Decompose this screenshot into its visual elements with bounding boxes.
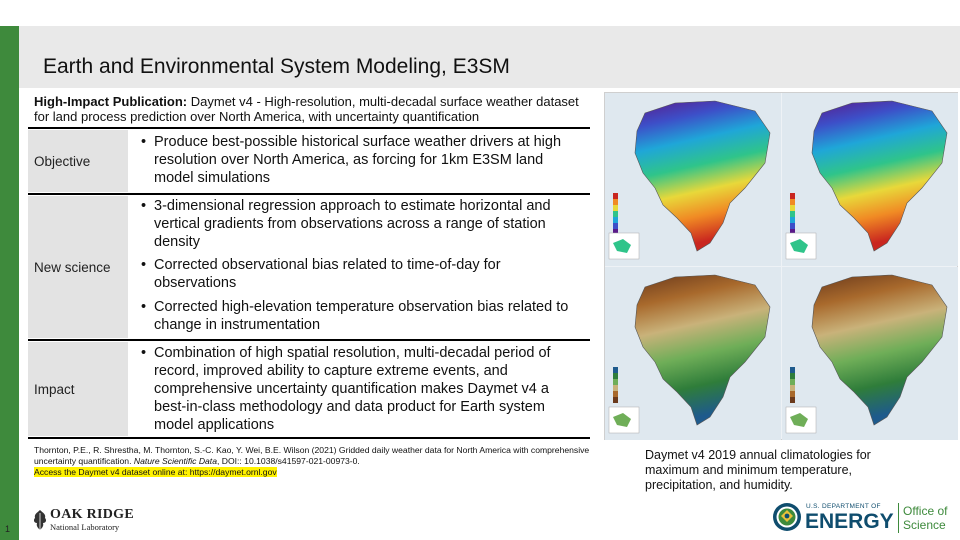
bullet-item: • Produce best-possible historical surface weather drivers at high resolution over North America, as forcing for 1km E3SM land model simulations: [138, 133, 578, 187]
continent-shape: [812, 275, 947, 425]
objective-bullets: [138, 133, 578, 192]
oak-leaf-icon: [32, 509, 48, 531]
legend-swatch: [613, 367, 618, 373]
slide-number: 1: [5, 524, 11, 534]
divider-bottom: [28, 437, 590, 439]
ornl-name: OAK RIDGE: [50, 507, 134, 522]
divider-top: [28, 127, 590, 129]
legend-swatch: [613, 223, 618, 229]
bullet-item: • Corrected observational bias related to time-of-day for observations: [138, 256, 578, 292]
map-min-temperature: [605, 93, 781, 266]
divider-objective: [28, 193, 590, 195]
precipitation-map-graphic: [605, 267, 781, 440]
map-max-temperature: [782, 93, 958, 266]
headline-label: High-Impact Publication:: [34, 94, 188, 109]
row-label-impact: Impact: [28, 342, 128, 436]
legend-swatch: [613, 379, 618, 385]
doe-seal-icon: [772, 502, 802, 532]
legend-swatch: [790, 223, 795, 229]
map-precipitation: [605, 267, 781, 440]
office-of-science-label: [903, 504, 947, 532]
logo-divider: [898, 503, 899, 533]
new-science-bullets: [138, 197, 578, 339]
office-line-1: Office of: [903, 504, 948, 518]
doe-energy-label: ENERGY: [805, 510, 894, 533]
ornl-subtitle: National Laboratory: [50, 522, 120, 532]
map-humidity: [782, 267, 958, 440]
citation-doi: , DOI:: 10.1038/s41597-021-00973-0.: [216, 456, 360, 466]
legend-swatch: [790, 397, 795, 403]
office-line-2: Science: [903, 518, 946, 532]
legend-swatch: [790, 385, 795, 391]
temperature-map-graphic: [605, 93, 781, 266]
legend-swatch: [790, 217, 795, 223]
legend-swatch: [790, 205, 795, 211]
legend-swatch: [613, 373, 618, 379]
impact-bullets: [138, 344, 578, 439]
row-label-new-science: New science: [28, 196, 128, 338]
legend-swatch: [790, 379, 795, 385]
dataset-link[interactable]: Access the Daymet v4 dataset online at: https://daymet.ornl.gov: [34, 467, 277, 477]
legend-swatch: [613, 391, 618, 397]
slide-title: Earth and Environmental System Modeling, E3SM: [43, 55, 510, 78]
legend-swatch: [613, 199, 618, 205]
doe-office-of-science-logo: [772, 500, 957, 536]
legend-swatch: [790, 391, 795, 397]
continent-shape: [635, 275, 770, 425]
continent-shape: [812, 101, 947, 251]
legend-swatch: [790, 373, 795, 379]
ornl-logo: [32, 507, 132, 533]
row-label-objective: Objective: [28, 130, 128, 192]
legend-swatch: [790, 193, 795, 199]
divider-new-science: [28, 339, 590, 341]
temperature-map-graphic: [782, 93, 958, 266]
continent-shape: [635, 101, 770, 251]
bullet-item: • Corrected high-elevation temperature observation bias related to change in instrumentation: [138, 298, 578, 334]
figure-caption: Daymet v4 2019 annual climatologies for maximum and minimum temperature, precipitation, and humidity.: [645, 448, 871, 492]
legend-swatch: [613, 211, 618, 217]
legend-swatch: [613, 397, 618, 403]
legend-swatch: [790, 367, 795, 373]
legend-swatch: [790, 211, 795, 217]
headline-text: Daymet v4 - High-resolution, multi-decadal surface weather dataset for land process prediction over North America, with uncertainty quantification: [34, 94, 579, 124]
legend-swatch: [613, 205, 618, 211]
bullet-item: • 3-dimensional regression approach to estimate horizontal and vertical gradients from observations across a range of station density: [138, 197, 578, 251]
citation: [34, 445, 594, 478]
citation-authors: Thornton, P.E., R. Shrestha, M. Thornton, S.-C. Kao, Y. Wei, B.E. Wilson (2021) Gridded daily weather data for North America with comprehensive uncertainty quantification.: [34, 445, 590, 466]
legend-swatch: [613, 193, 618, 199]
humidity-map-graphic: [782, 267, 958, 440]
doe-department-label: U.S. DEPARTMENT OF: [806, 503, 881, 510]
legend-swatch: [790, 199, 795, 205]
legend-swatch: [613, 385, 618, 391]
headline: [34, 94, 590, 124]
climatology-map-figure: [604, 92, 958, 440]
legend-swatch: [613, 217, 618, 223]
citation-journal: Nature Scientific Data: [133, 456, 217, 466]
bullet-item: • Combination of high spatial resolution, multi-decadal period of record, improved ability to capture extreme events, and comprehensive uncertainty quantification makes Daymet v4 a best-in-class methodology and data product for Earth system model applications: [138, 344, 578, 434]
left-accent-bar: [0, 26, 19, 540]
